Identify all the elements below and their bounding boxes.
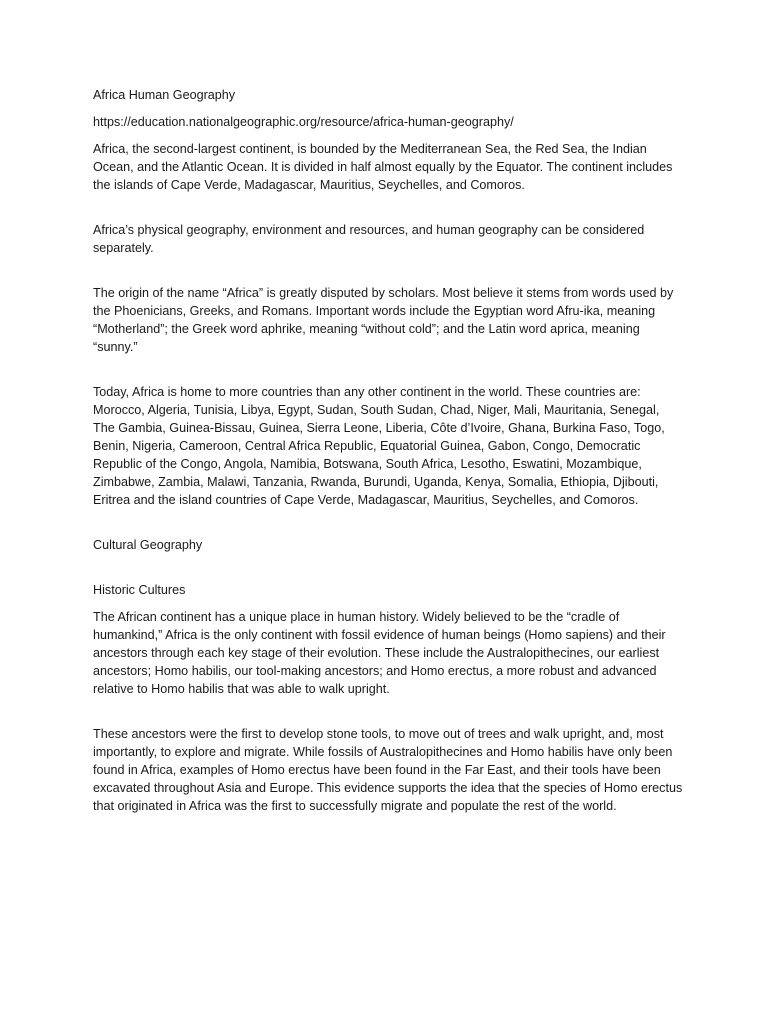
cradle-paragraph: The African continent has a unique place in human history. Widely believed to be the “cradle of humankind,” Africa is the only continent with fossil evidence of human beings (Homo sapiens) and their ancestors through each key stage of their evolution. These include the Australopithecines, our earliest ancestors; Homo habilis, our tool-making ancestors; and Homo erectus, a more robust and advanced relative to Homo habilis that was able to walk upright. <box>93 610 666 696</box>
countries-paragraph: Today, Africa is home to more countries than any other continent in the world. These countries are: Morocco, Algeria, Tunisia, Libya, Egypt, Sudan, South Sudan, Chad, Niger, Mali, Mauritania, Senegal, The Gambia, Guinea-Bissau, Guinea, Sierra Leone, Liberia, Côte d’Ivoire, Ghana, Burkina Faso, Togo, Benin, Nigeria, Cameroon, Central Africa Republic, Equatorial Guinea, Gabon, Congo, Democratic Republic of the Congo, Angola, Namibia, Botswana, South Africa, Lesotho, Eswatini, Mozambique, Zimbabwe, Zambia, Malawi, Tanzania, Rwanda, Burundi, Uganda, Kenya, Somalia, Ethiopia, Djibouti, Eritrea and the island countries of Cape Verde, Madagascar, Mauritius, Seychelles, and Comoros. <box>93 385 665 507</box>
spacer <box>93 194 683 221</box>
document-page <box>93 86 683 815</box>
document-title: Africa Human Geography <box>93 88 236 102</box>
geography-paragraph: Africa’s physical geography, environment and resources, and human geography can be considered separately. <box>93 223 645 255</box>
spacer <box>93 131 683 140</box>
name-origin-paragraph: The origin of the name “Africa” is greatly disputed by scholars. Most believe it stems from words used by the Phoenicians, Greeks, and Romans. Important words include the Egyptian word Afru-ika, meaning “Motherland”; the Greek word aphrike, meaning “without cold”; and the Latin word aprica, meaning “sunny.” <box>93 286 674 354</box>
spacer <box>93 599 683 608</box>
intro-paragraph: Africa, the second-largest continent, is bounded by the Mediterranean Sea, the Red Sea, the Indian Ocean, and the Atlantic Ocean. It is divided in half almost equally by the Equator. The continent includes the islands of Cape Verde, Madagascar, Mauritius, Seychelles, and Comoros. <box>93 142 673 192</box>
ancestors-paragraph: These ancestors were the first to develop stone tools, to move out of trees and walk upright, and, most importantly, to explore and migrate. While fossils of Australopithecines and Homo habilis have only been found in Africa, examples of Homo erectus have been found in the Far East, and their tools have been excavated throughout Asia and Europe. This evidence supports the idea that the species of Homo erectus that originated in Africa was the first to successfully migrate and populate the rest of the world. <box>93 727 683 813</box>
spacer <box>93 104 683 113</box>
spacer <box>93 356 683 383</box>
spacer <box>93 509 683 536</box>
spacer <box>93 257 683 284</box>
cultural-geography-heading: Cultural Geography <box>93 538 203 552</box>
historic-cultures-heading: Historic Cultures <box>93 583 186 597</box>
spacer <box>93 554 683 581</box>
source-url: https://education.nationalgeographic.org/resource/africa-human-geography/ <box>93 115 514 129</box>
spacer <box>93 698 683 725</box>
